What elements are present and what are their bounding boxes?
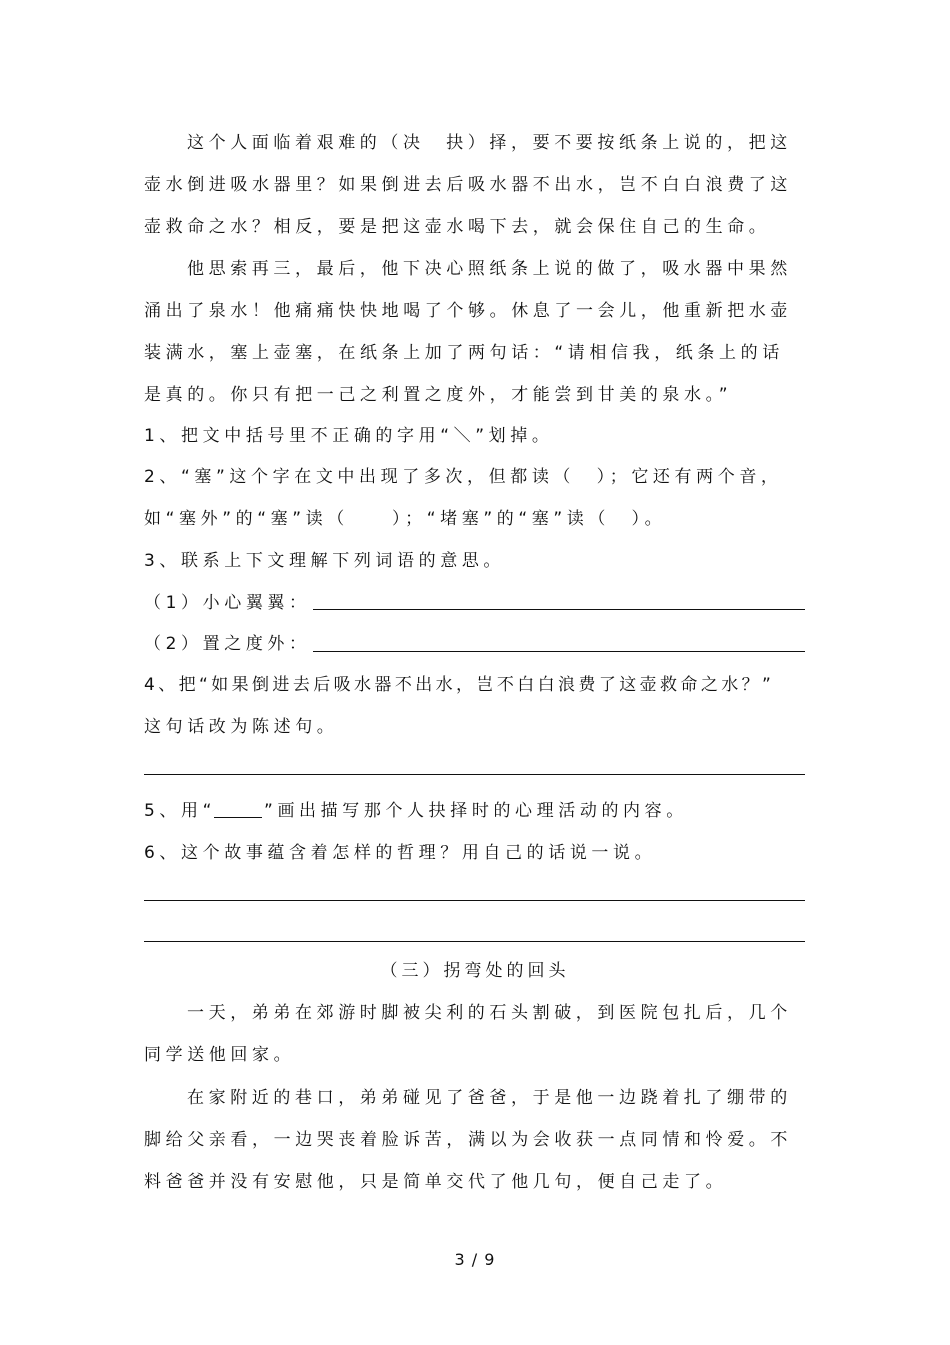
text-line: 壶水倒进吸水器里？如果倒进去后吸水器不出水，岂不白白浪费了这	[144, 175, 792, 195]
text-line: 装满水，塞上壶塞，在纸条上加了两句话：“请相信我，纸条上的话	[144, 343, 784, 363]
answer-line-6-a[interactable]	[144, 900, 805, 901]
text-line: 脚给父亲看，一边哭丧着脸诉苦，满以为会收获一点同情和怜爱。不	[144, 1130, 792, 1150]
text-line: 一天，弟弟在郊游时脚被尖利的石头割破，到医院包扎后，几个	[187, 1003, 792, 1023]
text-line: 在家附近的巷口，弟弟碰见了爸爸，于是他一边跷着扎了绷带的	[187, 1088, 792, 1108]
underline-sample	[214, 800, 262, 818]
text-line: 这个人面临着艰难的（决 抉）择，要不要按纸条上说的，把这	[187, 133, 792, 153]
text-line: 料爸爸并没有安慰他，只是简单交代了他几句，便自己走了。	[144, 1172, 728, 1192]
text-line: 壶救命之水？相反，要是把这壶水喝下去，就会保住自己的生命。	[144, 217, 771, 237]
text-line: 4、把“如果倒进去后吸水器不出水，岂不白白浪费了这壶救命之水？”	[144, 675, 775, 695]
text-line: 这句话改为陈述句。	[144, 717, 339, 737]
question-6: 6、这个故事蕴含着怎样的哲理？用自己的话说一说。	[144, 843, 657, 863]
answer-line-3-1[interactable]	[313, 609, 805, 610]
question-1: 1、把文中括号里不正确的字用“＼”划掉。	[144, 426, 554, 446]
question-5-suffix: ”画出描写那个人抉择时的心理活动的内容。	[264, 801, 688, 821]
text-line: 他思索再三，最后，他下决心照纸条上说的做了，吸水器中果然	[187, 259, 792, 279]
text-line: 涌出了泉水！他痛痛快快地喝了个够。休息了一会儿，他重新把水壶	[144, 301, 792, 321]
question-5-prefix: 5、用“	[144, 801, 217, 821]
question-3-1-label: （1）小心翼翼：	[144, 593, 311, 613]
answer-line-3-2[interactable]	[313, 651, 805, 652]
passage-3-title: （三）拐弯处的回头	[380, 961, 570, 981]
page-number: 3 / 9	[454, 1250, 496, 1269]
answer-line-6-b[interactable]	[144, 941, 805, 942]
text-line: 如“塞外”的“塞”读（ ）；“堵塞”的“塞”读（ ）。	[144, 509, 667, 529]
question-3: 3、联系上下文理解下列词语的意思。	[144, 551, 506, 571]
text-line: 是真的。你只有把一己之利置之度外，才能尝到甘美的泉水。”	[144, 385, 733, 405]
text-line: 同学送他回家。	[144, 1045, 296, 1065]
text-line: 2、“塞”这个字在文中出现了多次，但都读（ ）；它还有两个音，	[144, 467, 783, 487]
answer-line-4[interactable]	[144, 774, 805, 775]
question-5	[144, 800, 688, 822]
question-3-2-label: （2）置之度外：	[144, 634, 311, 654]
